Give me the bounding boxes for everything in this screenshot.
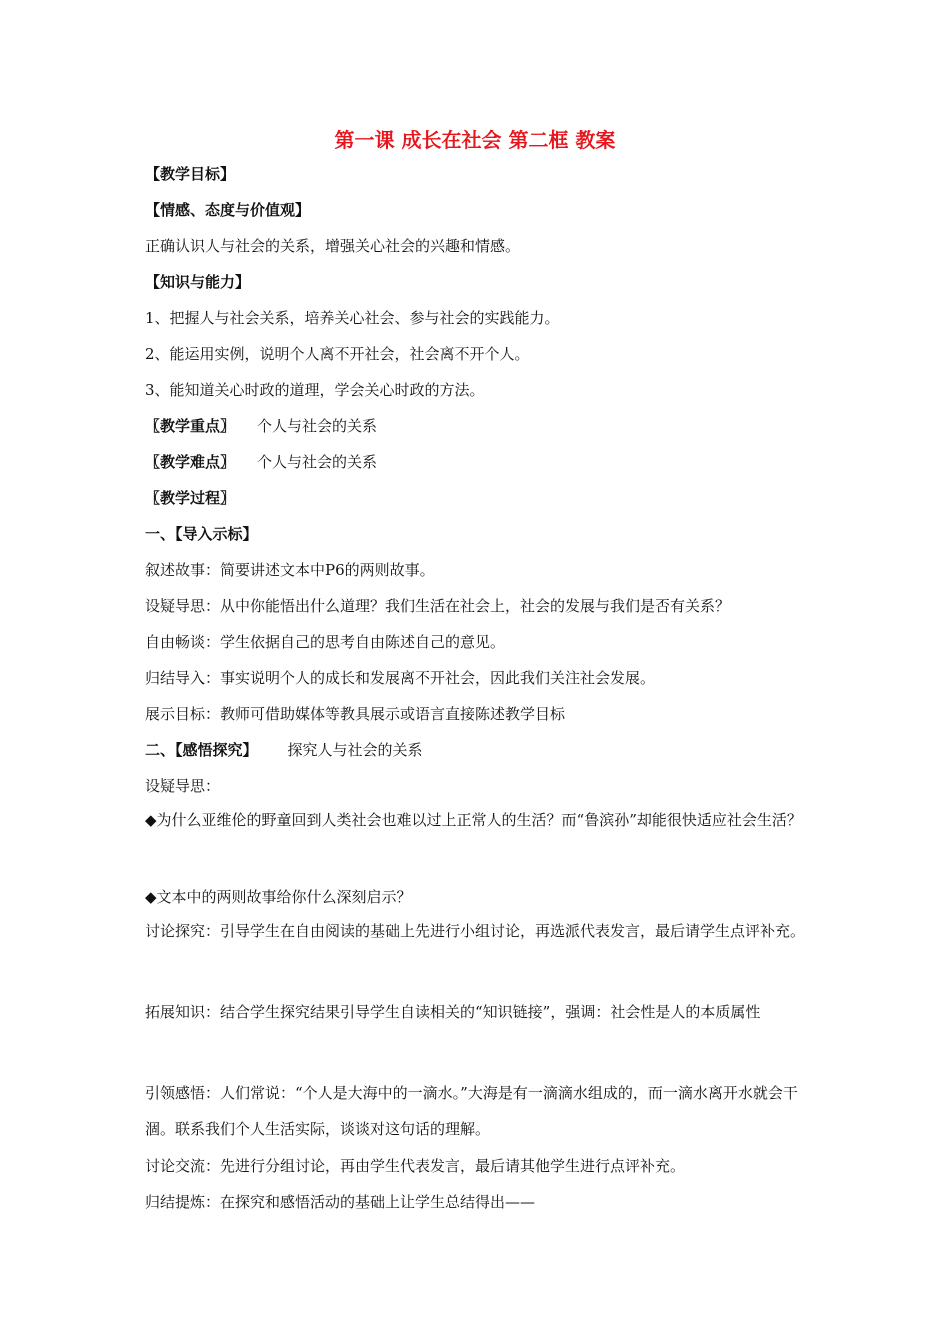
section-1-goal-display: 展示目标：教师可借助媒体等教具展示或语言直接陈述教学目标 [145,705,566,723]
heading-difficult-point: 〖教学难点〗 [145,453,236,471]
key-point-line [145,416,815,436]
section-2-exchange: 讨论交流：先进行分组讨论，再由学生代表发言，最后请其他学生进行点评补充。 [145,1157,686,1175]
knowledge-item-1: 1、把握人与社会关系，培养关心社会、参与社会的实践能力。 [145,309,560,327]
heading-teaching-process: 〖教学过程〗 [145,489,236,507]
difficult-point-line [145,452,815,472]
section-2-subtitle: 探究人与社会的关系 [287,741,423,759]
heading-knowledge-ability: 【知识与能力】 [145,273,251,291]
section-2-guided-reflection: 引领感悟：人们常说：“个人是大海中的一滴水。”大海是有一滴滴水组成的，而一滴水离开水就会干涸。联系我们个人生活实际，谈谈对这句话的理解。 [145,1084,798,1138]
section-2-knowledge-extension: 拓展知识：结合学生探究结果引导学生自读相关的“知识链接”，强调：社会性是人的本质属性 [145,1003,761,1021]
emotion-text: 正确认识人与社会的关系，增强关心社会的兴趣和情感。 [145,237,521,255]
section-2-question-intro: 设疑导思： [145,777,221,795]
heading-teaching-goals: 【教学目标】 [145,165,236,183]
key-point-text: 个人与社会的关系 [257,417,378,435]
heading-emotion-attitude-values: 【情感、态度与价值观】 [145,201,311,219]
page-title: 第一课 成长在社会 第二框 教案 [334,128,616,152]
section-1-discussion: 自由畅谈：学生依据自己的思考自由陈述自己的意见。 [145,633,506,651]
section-2-title-line [145,740,815,760]
knowledge-item-2: 2、能运用实例，说明个人离不开社会，社会离不开个人。 [145,345,530,363]
section-2-group-discussion: 讨论探究：引导学生在自由阅读的基础上先进行小组讨论，再选派代表发言，最后请学生点评补充。 [145,922,806,940]
section-1-story: 叙述故事：简要讲述文本中P6的两则故事。 [145,561,435,579]
knowledge-item-3: 3、能知道关心时政的道理，学会关心时政的方法。 [145,381,485,399]
section-2-question-2: ◆文本中的两则故事给你什么深刻启示？ [145,888,412,906]
section-2-title: 二、【感悟探究】 [145,741,258,759]
heading-key-point: 〖教学重点〗 [145,417,236,435]
section-2-question-1: ◆为什么亚维伦的野童回到人类社会也难以过上正常人的生活？而“鲁滨孙”却能很快适应社会生活？ [145,811,802,829]
difficult-point-text: 个人与社会的关系 [257,453,378,471]
section-1-conclusion: 归结导入：事实说明个人的成长和发展离不开社会，因此我们关注社会发展。 [145,669,656,687]
section-1-title: 一、【导入示标】 [145,525,258,543]
section-1-question: 设疑导思：从中你能悟出什么道理？我们生活在社会上，社会的发展与我们是否有关系？ [145,597,731,615]
section-2-summary: 归结提炼：在探究和感悟活动的基础上让学生总结得出—— [145,1193,536,1211]
